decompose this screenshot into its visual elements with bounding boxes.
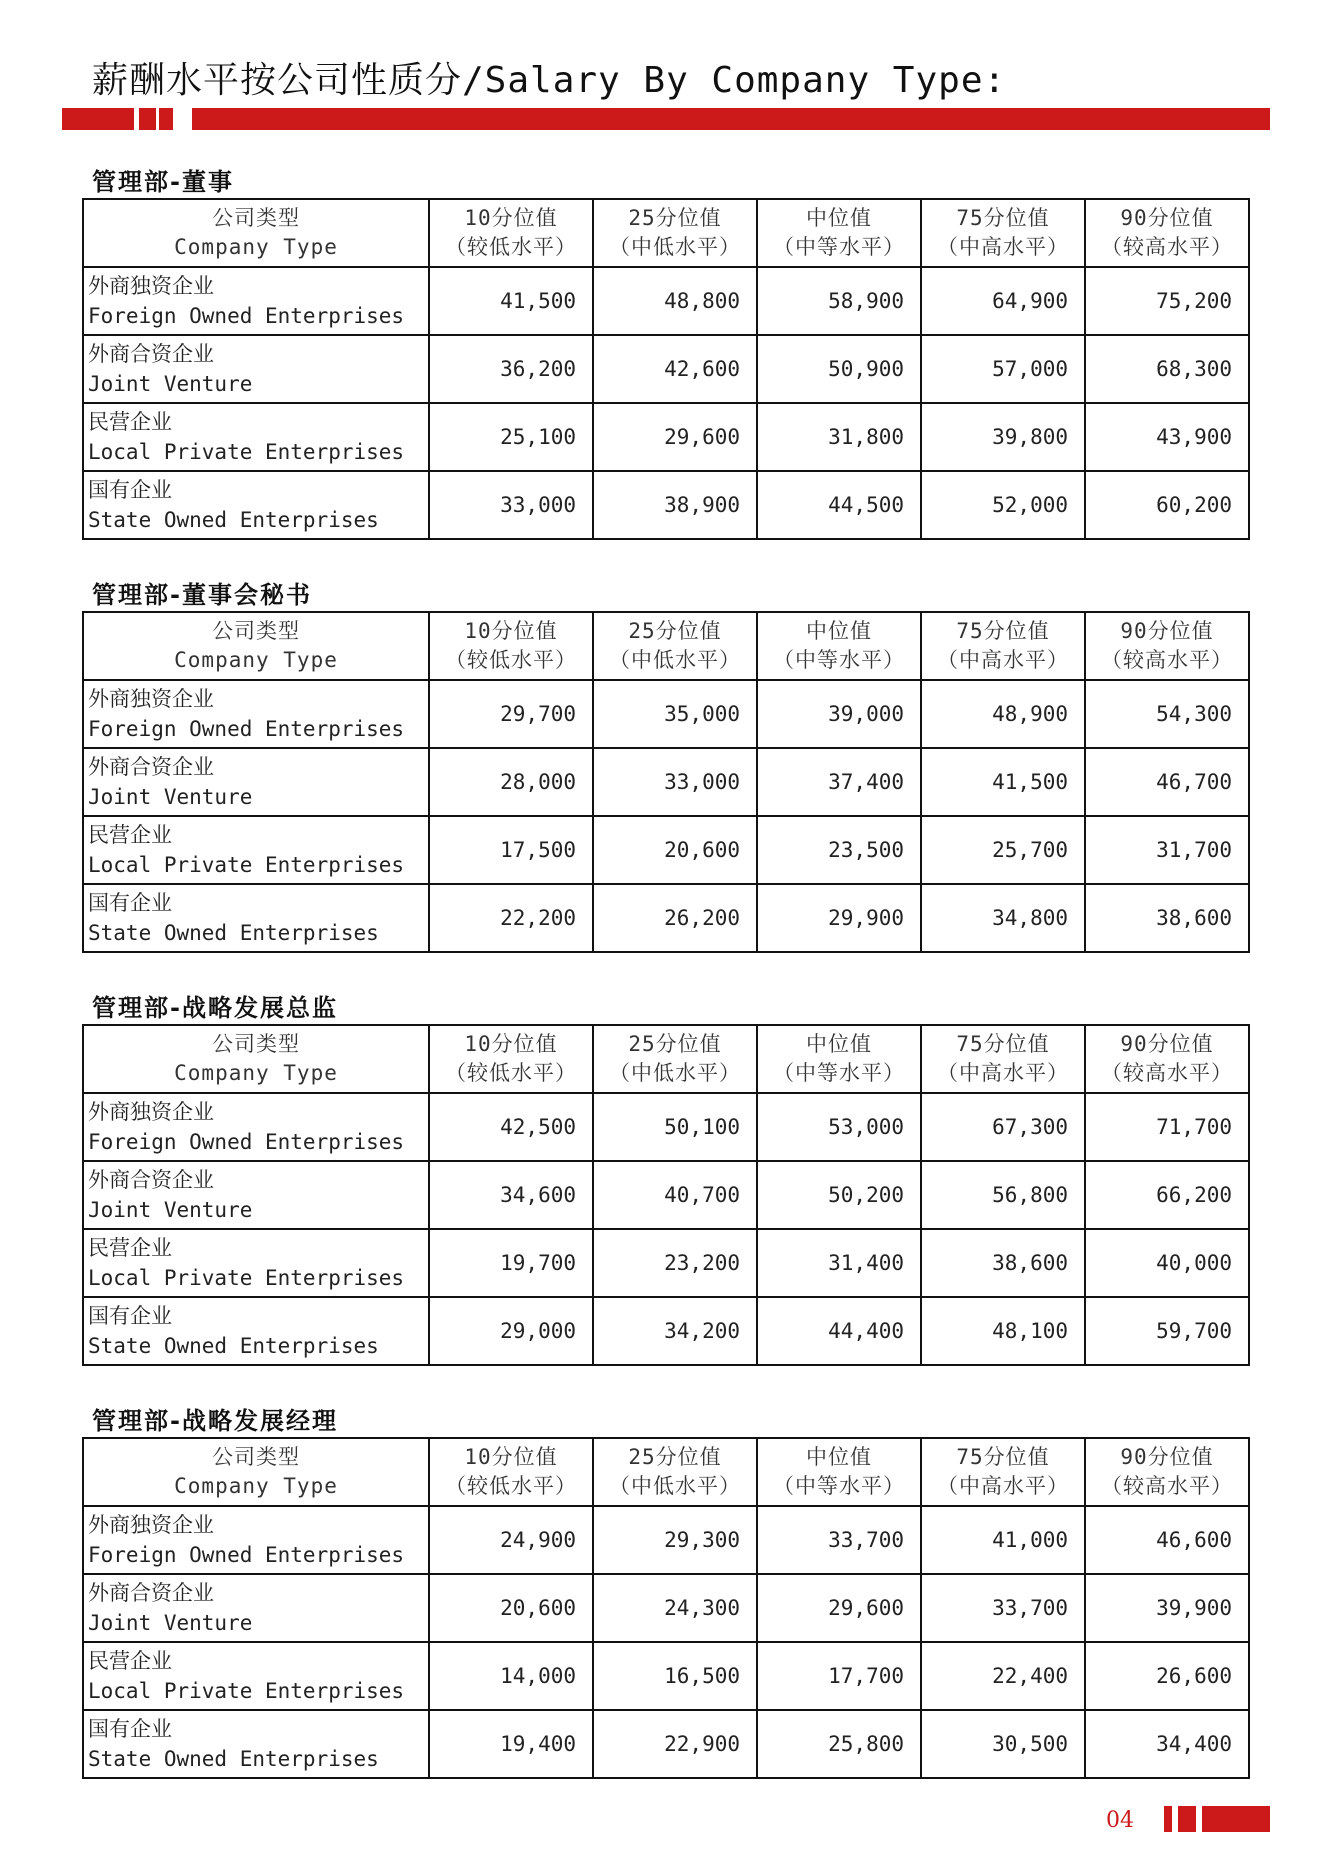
header-p25: 25分位值 （中低水平） <box>593 1438 757 1506</box>
row-label: 民营企业 Local Private Enterprises <box>83 1642 429 1710</box>
cell-value: 64,900 <box>921 267 1085 335</box>
cell-value: 54,300 <box>1085 680 1249 748</box>
cell-value: 34,600 <box>429 1161 593 1229</box>
cell-value: 14,000 <box>429 1642 593 1710</box>
cell-value: 26,200 <box>593 884 757 952</box>
cell-value: 26,600 <box>1085 1642 1249 1710</box>
salary-table <box>82 611 1250 953</box>
cell-value: 68,300 <box>1085 335 1249 403</box>
cell-value: 39,900 <box>1085 1574 1249 1642</box>
cell-value: 48,800 <box>593 267 757 335</box>
header-company-type: 公司类型 Company Type <box>83 612 429 680</box>
cell-value: 35,000 <box>593 680 757 748</box>
cell-value: 42,600 <box>593 335 757 403</box>
cell-value: 41,500 <box>429 267 593 335</box>
header-p25: 25分位值 （中低水平） <box>593 199 757 267</box>
cell-value: 19,400 <box>429 1710 593 1778</box>
table-row <box>83 1297 1249 1365</box>
cell-value: 60,200 <box>1085 471 1249 539</box>
header-p90: 90分位值 （较高水平） <box>1085 612 1249 680</box>
table-row <box>83 1161 1249 1229</box>
cell-value: 50,100 <box>593 1093 757 1161</box>
row-label: 外商合资企业 Joint Venture <box>83 1161 429 1229</box>
header-p10: 10分位值 （较低水平） <box>429 199 593 267</box>
cell-value: 46,600 <box>1085 1506 1249 1574</box>
table-row <box>83 403 1249 471</box>
row-label: 外商独资企业 Foreign Owned Enterprises <box>83 1506 429 1574</box>
row-label: 民营企业 Local Private Enterprises <box>83 816 429 884</box>
cell-value: 53,000 <box>757 1093 921 1161</box>
cell-value: 36,200 <box>429 335 593 403</box>
cell-value: 29,900 <box>757 884 921 952</box>
cell-value: 22,900 <box>593 1710 757 1778</box>
page-number: 04 <box>1106 1808 1134 1833</box>
table-row <box>83 1642 1249 1710</box>
section-title: 管理部-董事 <box>92 168 234 196</box>
table-row <box>83 680 1249 748</box>
table-row <box>83 1093 1249 1161</box>
page-title: 薪酬水平按公司性质分/Salary By Company Type: <box>92 60 1007 101</box>
cell-value: 29,300 <box>593 1506 757 1574</box>
cell-value: 34,200 <box>593 1297 757 1365</box>
cell-value: 41,000 <box>921 1506 1085 1574</box>
salary-table <box>82 1437 1250 1779</box>
table-row <box>83 1710 1249 1778</box>
cell-value: 22,400 <box>921 1642 1085 1710</box>
table-row <box>83 884 1249 952</box>
cell-value: 31,400 <box>757 1229 921 1297</box>
row-label: 国有企业 State Owned Enterprises <box>83 884 429 952</box>
header-median: 中位值 （中等水平） <box>757 199 921 267</box>
footer-bar-block-1 <box>1164 1806 1172 1832</box>
header-p75: 75分位值 （中高水平） <box>921 1025 1085 1093</box>
row-label: 外商独资企业 Foreign Owned Enterprises <box>83 267 429 335</box>
header-company-type: 公司类型 Company Type <box>83 1438 429 1506</box>
cell-value: 25,100 <box>429 403 593 471</box>
table-header-row <box>83 199 1249 267</box>
row-label: 国有企业 State Owned Enterprises <box>83 471 429 539</box>
row-label: 民营企业 Local Private Enterprises <box>83 403 429 471</box>
title-bar-block-1 <box>62 108 134 130</box>
header-p25: 25分位值 （中低水平） <box>593 612 757 680</box>
cell-value: 38,600 <box>1085 884 1249 952</box>
cell-value: 25,700 <box>921 816 1085 884</box>
table-header-row <box>83 612 1249 680</box>
cell-value: 40,000 <box>1085 1229 1249 1297</box>
title-bar-block-3 <box>159 108 173 130</box>
cell-value: 24,300 <box>593 1574 757 1642</box>
cell-value: 42,500 <box>429 1093 593 1161</box>
cell-value: 33,700 <box>921 1574 1085 1642</box>
row-label: 国有企业 State Owned Enterprises <box>83 1297 429 1365</box>
header-p75: 75分位值 （中高水平） <box>921 612 1085 680</box>
cell-value: 29,000 <box>429 1297 593 1365</box>
cell-value: 19,700 <box>429 1229 593 1297</box>
cell-value: 52,000 <box>921 471 1085 539</box>
cell-value: 16,500 <box>593 1642 757 1710</box>
cell-value: 20,600 <box>429 1574 593 1642</box>
header-p25: 25分位值 （中低水平） <box>593 1025 757 1093</box>
cell-value: 46,700 <box>1085 748 1249 816</box>
cell-value: 31,800 <box>757 403 921 471</box>
cell-value: 24,900 <box>429 1506 593 1574</box>
title-underline <box>0 108 1322 130</box>
cell-value: 33,700 <box>757 1506 921 1574</box>
cell-value: 71,700 <box>1085 1093 1249 1161</box>
cell-value: 75,200 <box>1085 267 1249 335</box>
row-label: 外商合资企业 Joint Venture <box>83 335 429 403</box>
cell-value: 48,900 <box>921 680 1085 748</box>
cell-value: 67,300 <box>921 1093 1085 1161</box>
row-label: 外商合资企业 Joint Venture <box>83 748 429 816</box>
cell-value: 58,900 <box>757 267 921 335</box>
header-company-type: 公司类型 Company Type <box>83 1025 429 1093</box>
header-median: 中位值 （中等水平） <box>757 1438 921 1506</box>
table-row <box>83 267 1249 335</box>
header-p90: 90分位值 （较高水平） <box>1085 199 1249 267</box>
header-p75: 75分位值 （中高水平） <box>921 199 1085 267</box>
footer-bar-block-2 <box>1178 1806 1196 1832</box>
table-row <box>83 1574 1249 1642</box>
cell-value: 40,700 <box>593 1161 757 1229</box>
cell-value: 50,900 <box>757 335 921 403</box>
header-p90: 90分位值 （较高水平） <box>1085 1438 1249 1506</box>
cell-value: 31,700 <box>1085 816 1249 884</box>
table-row <box>83 748 1249 816</box>
cell-value: 33,000 <box>429 471 593 539</box>
cell-value: 38,900 <box>593 471 757 539</box>
cell-value: 37,400 <box>757 748 921 816</box>
cell-value: 17,500 <box>429 816 593 884</box>
cell-value: 23,500 <box>757 816 921 884</box>
table-row <box>83 1506 1249 1574</box>
cell-value: 44,500 <box>757 471 921 539</box>
cell-value: 43,900 <box>1085 403 1249 471</box>
header-p10: 10分位值 （较低水平） <box>429 1438 593 1506</box>
cell-value: 38,600 <box>921 1229 1085 1297</box>
cell-value: 34,800 <box>921 884 1085 952</box>
header-median: 中位值 （中等水平） <box>757 612 921 680</box>
title-bar-block-2 <box>139 108 156 130</box>
table-row <box>83 816 1249 884</box>
row-label: 民营企业 Local Private Enterprises <box>83 1229 429 1297</box>
header-p90: 90分位值 （较高水平） <box>1085 1025 1249 1093</box>
cell-value: 30,500 <box>921 1710 1085 1778</box>
cell-value: 39,800 <box>921 403 1085 471</box>
row-label: 外商独资企业 Foreign Owned Enterprises <box>83 1093 429 1161</box>
header-company-type: 公司类型 Company Type <box>83 199 429 267</box>
cell-value: 25,800 <box>757 1710 921 1778</box>
table-row <box>83 1229 1249 1297</box>
header-p10: 10分位值 （较低水平） <box>429 1025 593 1093</box>
cell-value: 29,600 <box>593 403 757 471</box>
cell-value: 48,100 <box>921 1297 1085 1365</box>
section-title: 管理部-战略发展总监 <box>92 994 338 1022</box>
cell-value: 28,000 <box>429 748 593 816</box>
cell-value: 59,700 <box>1085 1297 1249 1365</box>
cell-value: 20,600 <box>593 816 757 884</box>
table-header-row <box>83 1025 1249 1093</box>
header-p10: 10分位值 （较低水平） <box>429 612 593 680</box>
header-p75: 75分位值 （中高水平） <box>921 1438 1085 1506</box>
cell-value: 41,500 <box>921 748 1085 816</box>
cell-value: 29,700 <box>429 680 593 748</box>
title-bar-block-4 <box>192 108 1270 130</box>
cell-value: 44,400 <box>757 1297 921 1365</box>
salary-table <box>82 198 1250 540</box>
footer-bar-block-3 <box>1202 1806 1270 1832</box>
table-header-row <box>83 1438 1249 1506</box>
cell-value: 17,700 <box>757 1642 921 1710</box>
cell-value: 39,000 <box>757 680 921 748</box>
cell-value: 34,400 <box>1085 1710 1249 1778</box>
cell-value: 23,200 <box>593 1229 757 1297</box>
cell-value: 57,000 <box>921 335 1085 403</box>
table-row <box>83 335 1249 403</box>
header-median: 中位值 （中等水平） <box>757 1025 921 1093</box>
row-label: 外商独资企业 Foreign Owned Enterprises <box>83 680 429 748</box>
salary-table <box>82 1024 1250 1366</box>
row-label: 外商合资企业 Joint Venture <box>83 1574 429 1642</box>
cell-value: 66,200 <box>1085 1161 1249 1229</box>
cell-value: 22,200 <box>429 884 593 952</box>
section-title: 管理部-董事会秘书 <box>92 581 312 609</box>
cell-value: 50,200 <box>757 1161 921 1229</box>
section-title: 管理部-战略发展经理 <box>92 1407 338 1435</box>
cell-value: 29,600 <box>757 1574 921 1642</box>
cell-value: 33,000 <box>593 748 757 816</box>
table-row <box>83 471 1249 539</box>
cell-value: 56,800 <box>921 1161 1085 1229</box>
row-label: 国有企业 State Owned Enterprises <box>83 1710 429 1778</box>
